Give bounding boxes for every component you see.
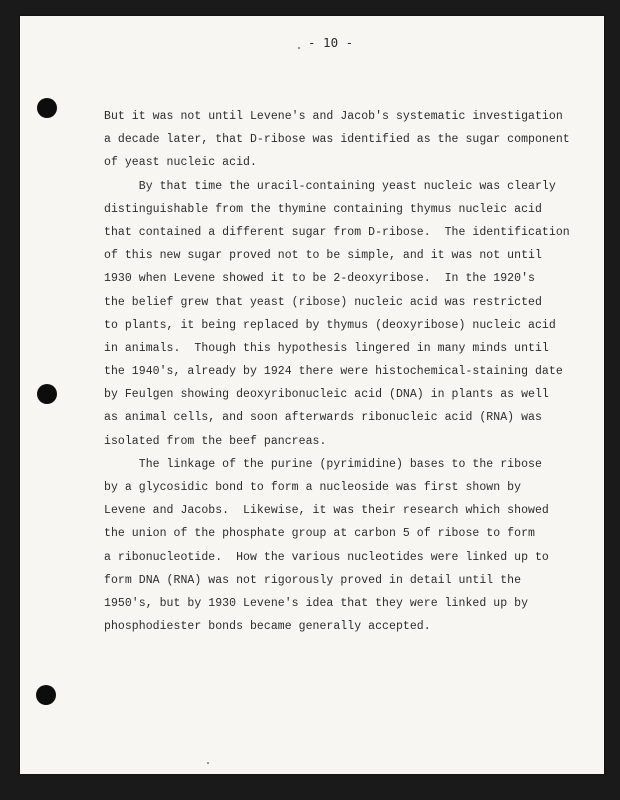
text-line: by Feulgen showing deoxyribonucleic acid (DNA) in plants as well: [104, 388, 549, 402]
text-line: of yeast nucleic acid.: [104, 156, 257, 170]
text-line: that contained a different sugar from D-ribose. The identification: [104, 225, 570, 239]
text-line: 1950's, but by 1930 Levene's idea that they were linked up by: [104, 596, 529, 610]
punch-hole-middle: [37, 384, 57, 404]
text-line: 1930 when Levene showed it to be 2-deoxyribose. In the 1920's: [104, 272, 535, 286]
paragraph-2: [104, 175, 584, 453]
text-line: a decade later, that D-ribose was identified as the sugar component: [104, 133, 570, 147]
body-text: [104, 105, 584, 638]
punch-hole-top: [37, 98, 57, 118]
text-line: Levene and Jacobs. Likewise, it was their research which showed: [104, 504, 549, 518]
paragraph-1: [104, 105, 584, 175]
text-line: the belief grew that yeast (ribose) nucleic acid was restricted: [104, 295, 542, 309]
text-line: of this new sugar proved not to be simple, and it was not until: [104, 249, 542, 263]
text-line: But it was not until Levene's and Jacob's systematic investigation: [104, 110, 563, 123]
page-number: - 10 -: [308, 35, 354, 50]
punch-hole-bottom: [36, 685, 56, 705]
text-line: By that time the uracil-containing yeast nucleic was clearly: [104, 179, 556, 193]
ink-speck: [298, 47, 300, 49]
text-line: form DNA (RNA) was not rigorously proved in detail until the: [104, 573, 522, 587]
ink-speck: [207, 762, 209, 764]
text-line: the union of the phosphate group at carbon 5 of ribose to form: [104, 527, 535, 541]
text-line: by a glycosidic bond to form a nucleoside was first shown by: [104, 481, 522, 494]
text-line: The linkage of the purine (pyrimidine) bases to the ribose: [104, 457, 542, 471]
typewritten-page: [20, 16, 604, 774]
text-line: the 1940's, already by 1924 there were histochemical-staining date: [104, 365, 563, 379]
text-line: in animals. Though this hypothesis lingered in many minds until: [104, 341, 549, 355]
text-line: as animal cells, and soon afterwards ribonucleic acid (RNA) was: [104, 411, 542, 425]
text-line: to plants, it being replaced by thymus (deoxyribose) nucleic acid: [104, 318, 556, 332]
text-line: a ribonucleotide. How the various nucleotides were linked up to: [104, 550, 549, 564]
text-line: distinguishable from the thymine containing thymus nucleic acid: [104, 202, 542, 216]
paragraph-3: [104, 453, 584, 639]
text-line: isolated from the beef pancreas.: [104, 434, 327, 448]
text-line: phosphodiester bonds became generally accepted.: [104, 620, 431, 634]
